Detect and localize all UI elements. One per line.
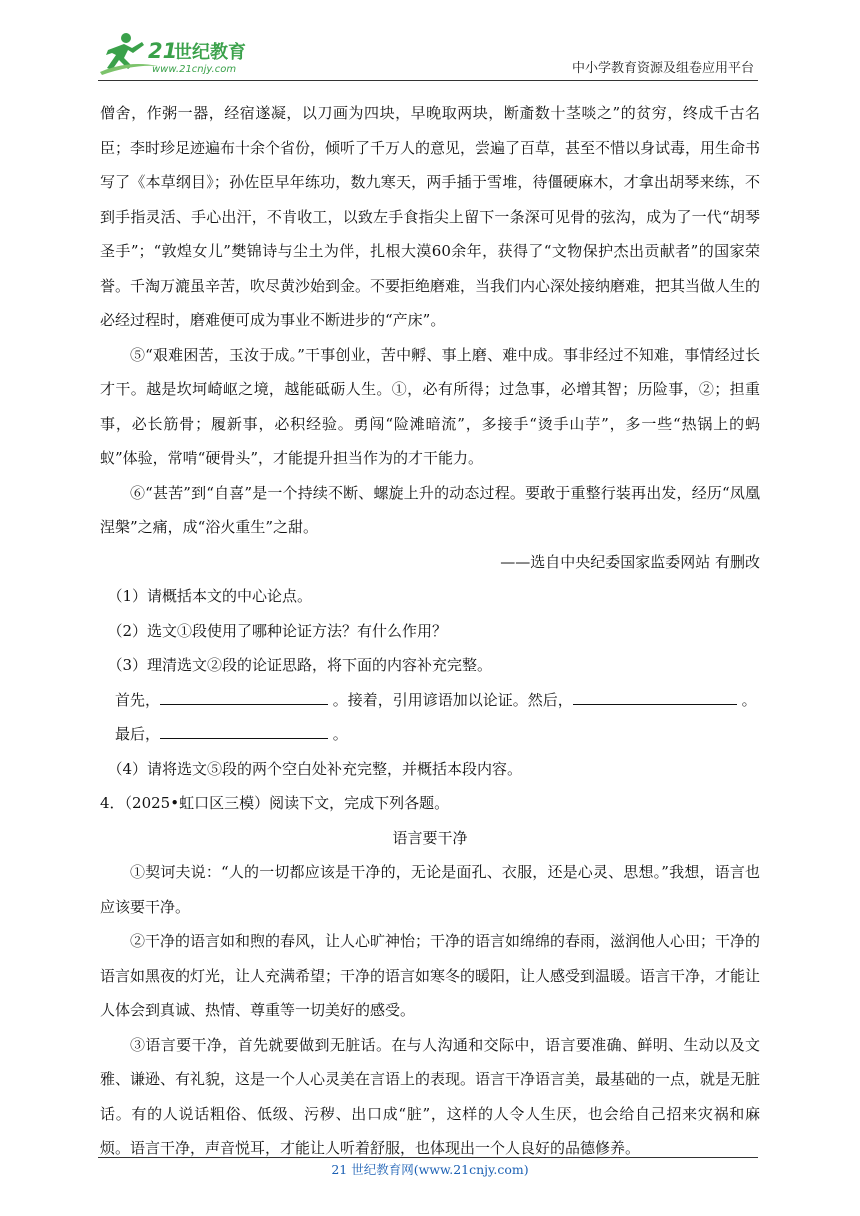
fill-text: 首先，: [115, 690, 161, 709]
article-paragraph-2: ②干净的语言如和煦的春风，让人心旷神怡；干净的语言如绵绵的春雨，滋润他人心田；干净的语言如黑夜的灯光，让人充满希望；干净的语言如寒冬的暖阳，让人感受到温暖。语言干净，才能让人体会到真诚、热情、尊重等一切美好的感受。: [100, 932, 761, 1019]
paragraph-continued: 僧舍，作粥一器，经宿遂凝，以刀画为四块，早晚取两块，断齑数十茎啖之”的贫穷，终成千古名臣；李时珍足迹遍布十余个省份，倾听了千万人的意见，尝遍了百草，甚至不惜以身试毒，用生命书写了《本草纲目》；孙佐臣早年练功，数九寒天，两手插于雪堆，待僵硬麻木，才拿出胡琴来练，不到手指灵活、手心出汗，不肯收工，以致左手食指尖上留下一条深可见骨的弦沟，成为了一代“胡琴圣手”；“敦煌女儿”樊锦诗与尘土为伴，扎根大漠60余年，获得了“文物保护杰出贡献者”的国家荣誉。千淘万漉虽辛苦，吹尽黄沙始到金。不要拒绝磨难，当我们内心深处接纳磨难，把其当做人生的必经过程时，磨难便可成为事业不断进步的“产床”。: [100, 104, 761, 329]
paragraph-6: ⑥“甚苦”到“自喜”是一个持续不断、螺旋上升的动态过程。要敢于重整行装再出发，经历“凤凰涅槃”之痛，成“浴火重生”之甜。: [100, 483, 760, 536]
paragraph-5: ⑤“艰难困苦，玉汝于成。”干事创业，苦中孵、事上磨、难中成。事非经过不知难，事情经过长才干。越是坎坷崎岖之境，越能砥砺人生。①，必有所得；过急事，必增其智；历险事，②；担重事，必长筋骨；履新事，必积经验。勇闯“险滩暗流”，多接手“烫手山芋”，多一些“热锅上的蚂蚁”体验，常啃“硬骨头”，才能提升担当作为的才干能力。: [100, 345, 760, 467]
document-body: [100, 96, 760, 1166]
article-paragraph-3: ③语言要干净，首先就要做到无脏话。在与人沟通和交际中，语言要准确、鲜明、生动以及文雅、谦逊、有礼貌，这是一个人心灵美在言语上的表现。语言干净语言美，最基础的一点，就是无脏话。有的人说话粗俗、低级、污秽、出口成“脏”，这样的人令人生厌，也会给自己招来灾祸和麻烦。语言干净，声音悦耳，才能让人听着舒服，也体现出一个人良好的品德修养。: [100, 1035, 761, 1157]
question-4: （4）请将选文⑤段的两个空白处补充完整，并概括本段内容。: [107, 759, 523, 778]
question-2: （2）选文①段使用了哪种论证方法？有什么作用？: [107, 621, 448, 640]
fill-text: 。: [328, 725, 348, 743]
svg-text:世纪教育: 世纪教育: [174, 42, 246, 63]
platform-name: 中小学教育资源及组卷应用平台: [571, 61, 754, 76]
footer-rule: [98, 1157, 758, 1158]
question-1: （1）请概括本文的中心论点。: [107, 587, 313, 605]
fill-line-2: [100, 717, 760, 752]
answer-blank-2[interactable]: [573, 686, 737, 705]
site-logo: [98, 30, 268, 76]
page-header: [98, 30, 758, 81]
fill-text: 。: [736, 690, 757, 709]
article-title: 语言要干净: [392, 828, 468, 847]
fill-text: 最后，: [115, 725, 161, 743]
footer-link[interactable]: 21 世纪教育网(www.21cnjy.com): [331, 1162, 529, 1177]
svg-text:www.21cnjy.com: www.21cnjy.com: [152, 64, 237, 75]
fill-line-1: [100, 683, 760, 718]
item-4-heading: 4．（2025•虹口区三模）阅读下文，完成下列各题。: [100, 794, 450, 812]
svg-text:21: 21: [148, 39, 178, 63]
fill-text: 。接着，引用谚语加以论证。然后，: [328, 690, 573, 709]
question-3: （3）理清选文②段的论证思路，将下面的内容补充完整。: [107, 656, 493, 674]
article-paragraph-1: ①契诃夫说：“人的一切都应该是干净的，无论是面孔、衣服，还是心灵、思想。”我想，语言也应该要干净。: [100, 863, 760, 916]
answer-blank-3[interactable]: [160, 720, 328, 739]
source-citation: ——选自中央纪委国家监委网站 有删改: [500, 552, 760, 571]
answer-blank-1[interactable]: [160, 686, 328, 705]
